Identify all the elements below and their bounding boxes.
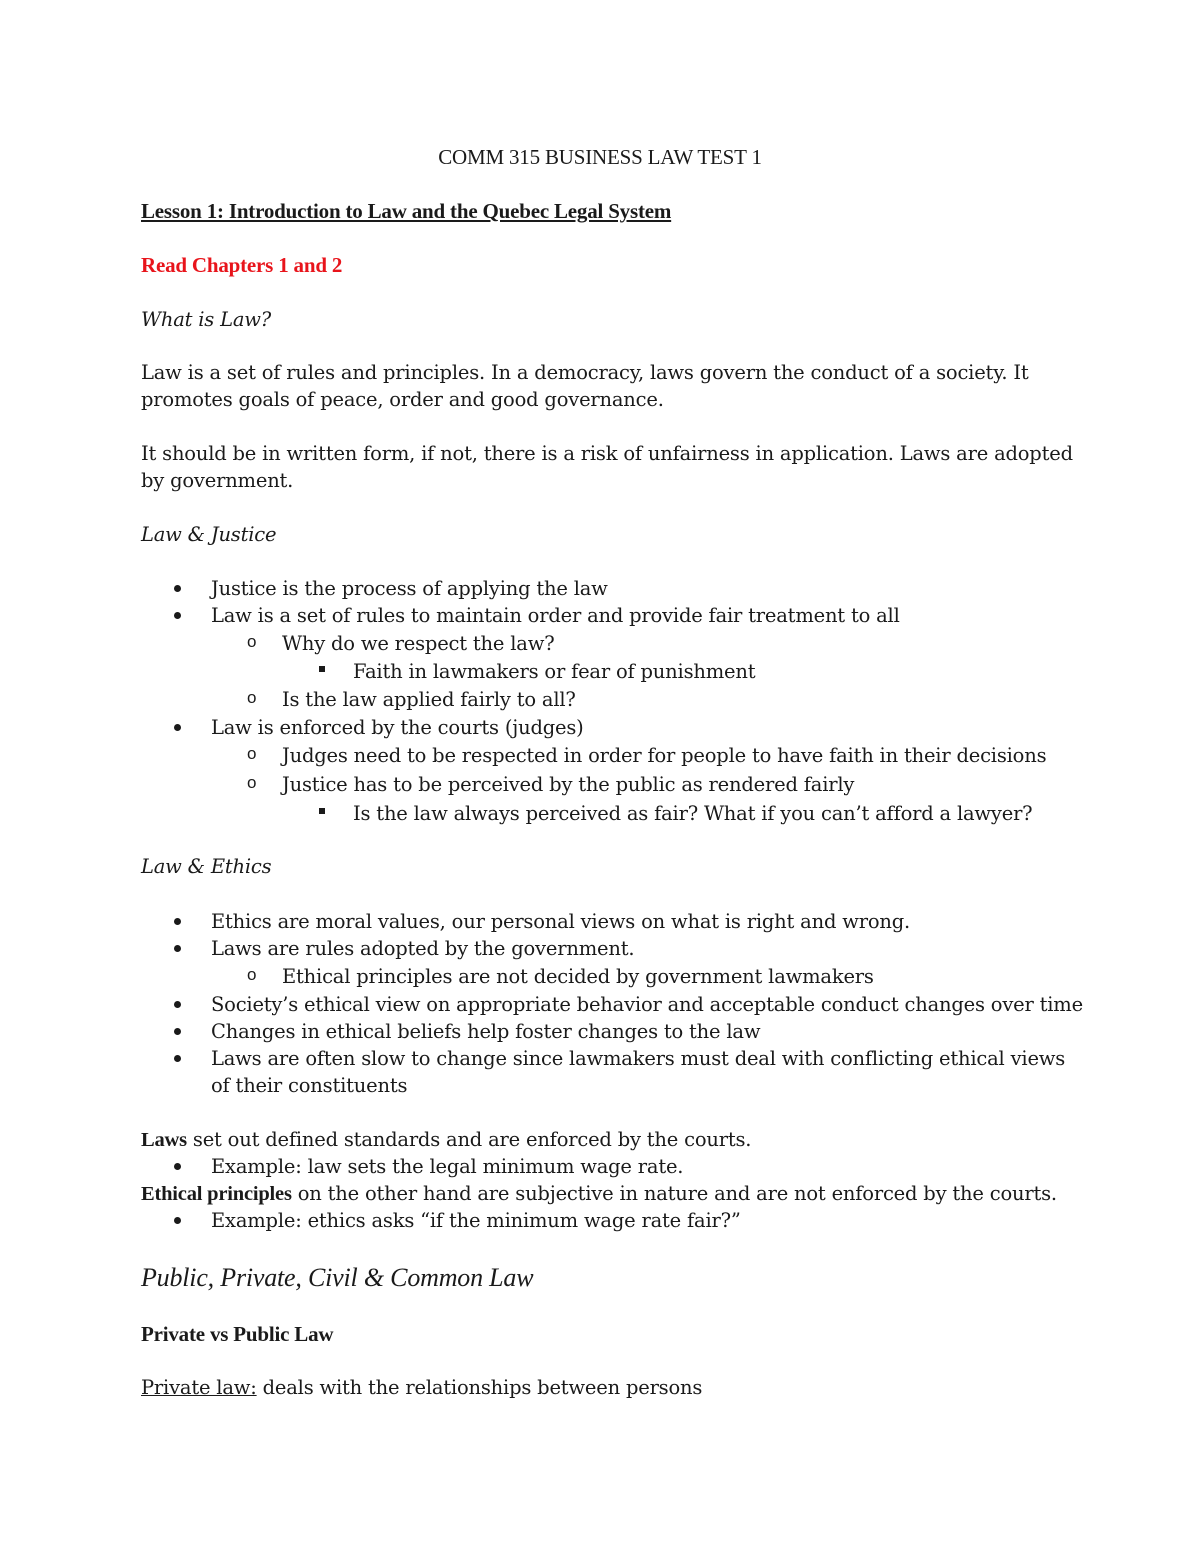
list-item: Faith in lawmakers or fear of punishment <box>353 660 756 683</box>
list-item: Laws are rules adopted by the government. <box>211 937 635 960</box>
bullet-dot-icon <box>174 724 181 731</box>
bullet-dot-icon <box>174 1028 181 1035</box>
list-item: Ethics are moral values, our personal views on what is right and wrong. <box>211 910 911 933</box>
paragraph-line: Law is a set of rules and principles. In a democracy, laws govern the conduct of a society. It <box>141 361 1029 384</box>
list-item: Law is enforced by the courts (judges) <box>211 716 584 739</box>
list-item: Justice is the process of applying the law <box>211 577 608 600</box>
laws-text: set out defined standards and are enforced by the courts. <box>186 1128 752 1151</box>
private-law-term: Private law: <box>141 1376 257 1399</box>
list-item: Laws are often slow to change since lawmakers must deal with conflicting ethical views <box>211 1047 1066 1070</box>
bullet-circle-icon: o <box>247 965 257 984</box>
list-item: Changes in ethical beliefs help foster changes to the law <box>211 1020 761 1043</box>
ethical-paragraph <box>141 1180 1057 1208</box>
section-heading: Public, Private, Civil & Common Law <box>141 1263 534 1292</box>
subsection-heading: Private vs Public Law <box>141 1322 334 1346</box>
list-item: Judges need to be respected in order for people to have faith in their decisions <box>282 744 1047 767</box>
ethical-term: Ethical principles <box>141 1183 292 1205</box>
bullet-circle-icon: o <box>247 773 257 792</box>
bullet-dot-icon <box>174 1001 181 1008</box>
list-item: Justice has to be perceived by the public as rendered fairly <box>282 773 855 796</box>
bullet-circle-icon: o <box>247 688 257 707</box>
bullet-dot-icon <box>174 585 181 592</box>
bullet-dot-icon <box>174 612 181 619</box>
document-title: COMM 315 BUSINESS LAW TEST 1 <box>438 145 762 169</box>
paragraph-line: by government. <box>141 469 294 492</box>
reading-assignment: Read Chapters 1 and 2 <box>141 253 343 277</box>
private-law-paragraph <box>141 1374 702 1402</box>
bullet-dot-icon <box>174 1163 181 1170</box>
list-item-continuation: of their constituents <box>211 1074 408 1097</box>
bullet-dot-icon <box>174 945 181 952</box>
paragraph-line: promotes goals of peace, order and good governance. <box>141 388 664 411</box>
list-item: Law is a set of rules to maintain order and provide fair treatment to all <box>211 604 900 627</box>
laws-term: Laws <box>141 1129 187 1151</box>
laws-paragraph <box>141 1126 751 1154</box>
list-item: Why do we respect the law? <box>282 632 555 655</box>
list-item: Is the law applied fairly to all? <box>282 688 576 711</box>
private-law-text: deals with the relationships between persons <box>256 1376 703 1399</box>
list-item: Ethical principles are not decided by government lawmakers <box>282 965 874 988</box>
bullet-square-icon <box>319 808 325 814</box>
law-ethics-heading: Law & Ethics <box>141 855 272 878</box>
list-item: Example: law sets the legal minimum wage rate. <box>211 1155 684 1178</box>
bullet-dot-icon <box>174 918 181 925</box>
list-item: Society’s ethical view on appropriate behavior and acceptable conduct changes over time <box>211 993 1083 1016</box>
what-is-law-heading: What is Law? <box>141 308 272 331</box>
bullet-circle-icon: o <box>247 632 257 651</box>
bullet-circle-icon: o <box>247 744 257 763</box>
list-item: Is the law always perceived as fair? What if you can’t afford a lawyer? <box>353 802 1033 825</box>
law-justice-heading: Law & Justice <box>141 523 277 546</box>
bullet-square-icon <box>319 666 325 672</box>
bullet-dot-icon <box>174 1055 181 1062</box>
lesson-heading: Lesson 1: Introduction to Law and the Quebec Legal System <box>141 199 672 223</box>
bullet-dot-icon <box>174 1217 181 1224</box>
paragraph-line: It should be in written form, if not, there is a risk of unfairness in application. Laws are adopted <box>141 442 1073 465</box>
ethical-text: on the other hand are subjective in nature and are not enforced by the courts. <box>291 1182 1057 1205</box>
list-item: Example: ethics asks “if the minimum wage rate fair?” <box>211 1209 741 1232</box>
